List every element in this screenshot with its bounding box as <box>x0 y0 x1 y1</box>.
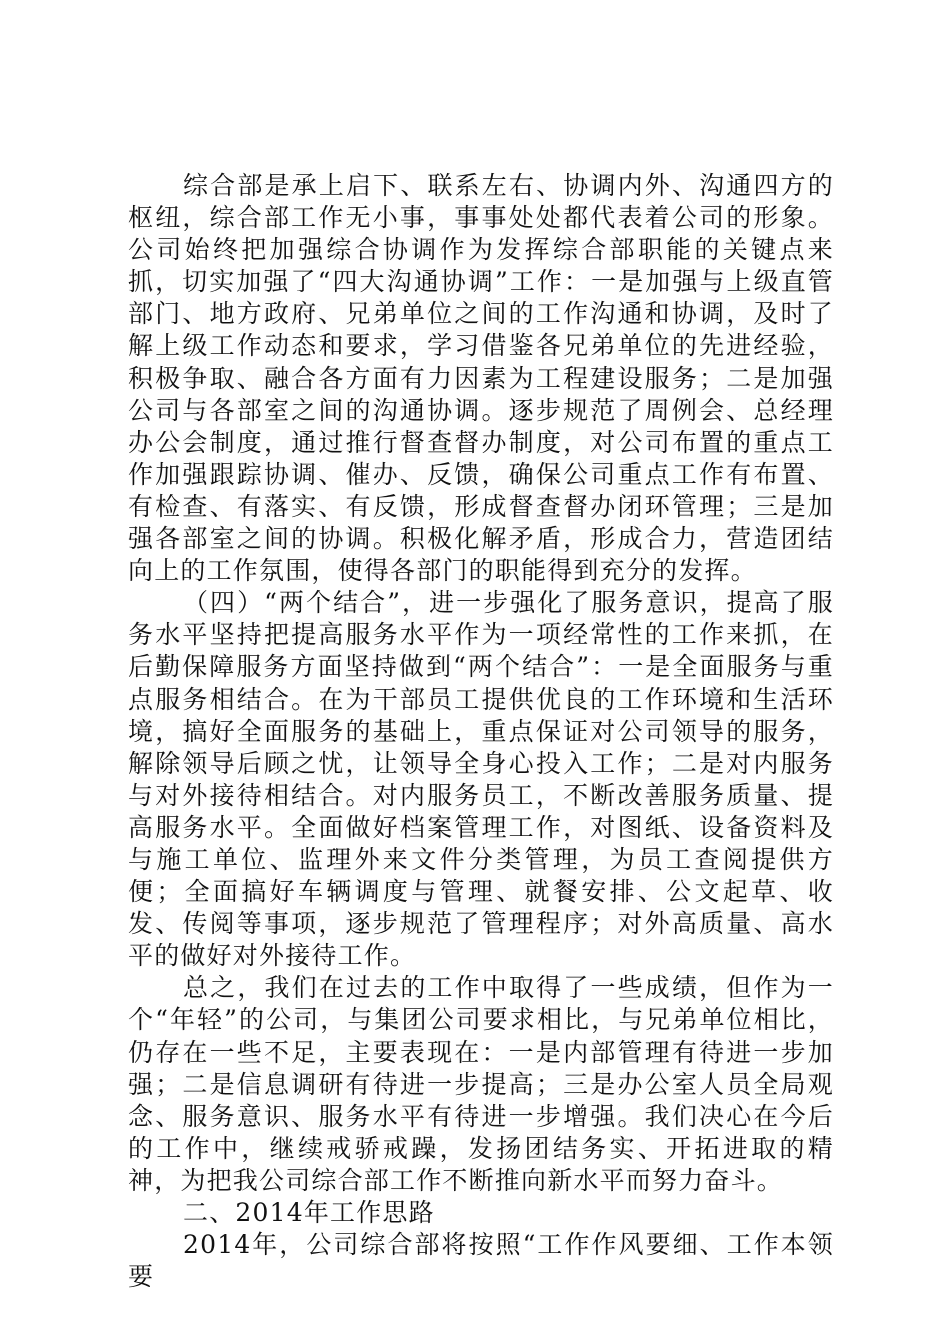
paragraph-2014-intro: 2014年，公司综合部将按照“工作作风要细、工作本领要 <box>128 1230 834 1292</box>
document-body <box>128 170 834 1293</box>
paragraph-summary: 总之，我们在过去的工作中取得了一些成绩，但作为一个“年轻”的公司，与集团公司要求相比，与兄弟单位相比，仍存在一些不足，主要表现在：一是内部管理有待进一步加强；二是信息调研有待进一步提高；三是办公室人员全局观念、服务意识、服务水平有待进一步增强。我们决心在今后的工作中，继续戒骄戒躁，发扬团结务实、开拓进取的精神，为把我公司综合部工作不断推向新水平而努力奋斗。 <box>128 973 834 1195</box>
section-heading-2014-plan: 二、2014年工作思路 <box>183 1198 435 1227</box>
paragraph-service: （四）“两个结合”，进一步强化了服务意识，提高了服务水平坚持把提高服务水平作为一项经常性的工作来抓，在后勤保障服务方面坚持做到“两个结合”：一是全面服务与重点服务相结合。在为干部员工提供优良的工作环境和生活环境，搞好全面服务的基础上，重点保证对公司领导的服务，解除领导后顾之忧，让领导全身心投入工作；二是对内服务与对外接待相结合。对内服务员工，不断改善服务质量、提高服务水平。全面做好档案管理工作，对图纸、设备资料及与施工单位、监理外来文件分类管理，为员工查阅提供方便；全面搞好车辆调度与管理、就餐安排、公文起草、收发、传阅等事项，逐步规范了管理程序；对外高质量、高水平的做好对外接待工作。 <box>128 588 834 971</box>
paragraph-coordination: 综合部是承上启下、联系左右、协调内外、沟通四方的枢纽，综合部工作无小事，事事处处都代表着公司的形象。公司始终把加强综合协调作为发挥综合部职能的关键点来抓，切实加强了“四大沟通协调”工作：一是加强与上级直管部门、地方政府、兄弟单位之间的工作沟通和协调，及时了解上级工作动态和要求，学习借鉴各兄弟单位的先进经验，积极争取、融合各方面有力因素为工程建设服务；二是加强公司与各部室之间的沟通协调。逐步规范了周例会、总经理办公会制度，通过推行督查督办制度，对公司布置的重点工作加强跟踪协调、催办、反馈，确保公司重点工作有布置、有检查、有落实、有反馈，形成督查督办闭环管理；三是加强各部室之间的协调。积极化解矛盾，形成合力，营造团结向上的工作氛围，使得各部门的职能得到充分的发挥。 <box>128 171 834 586</box>
